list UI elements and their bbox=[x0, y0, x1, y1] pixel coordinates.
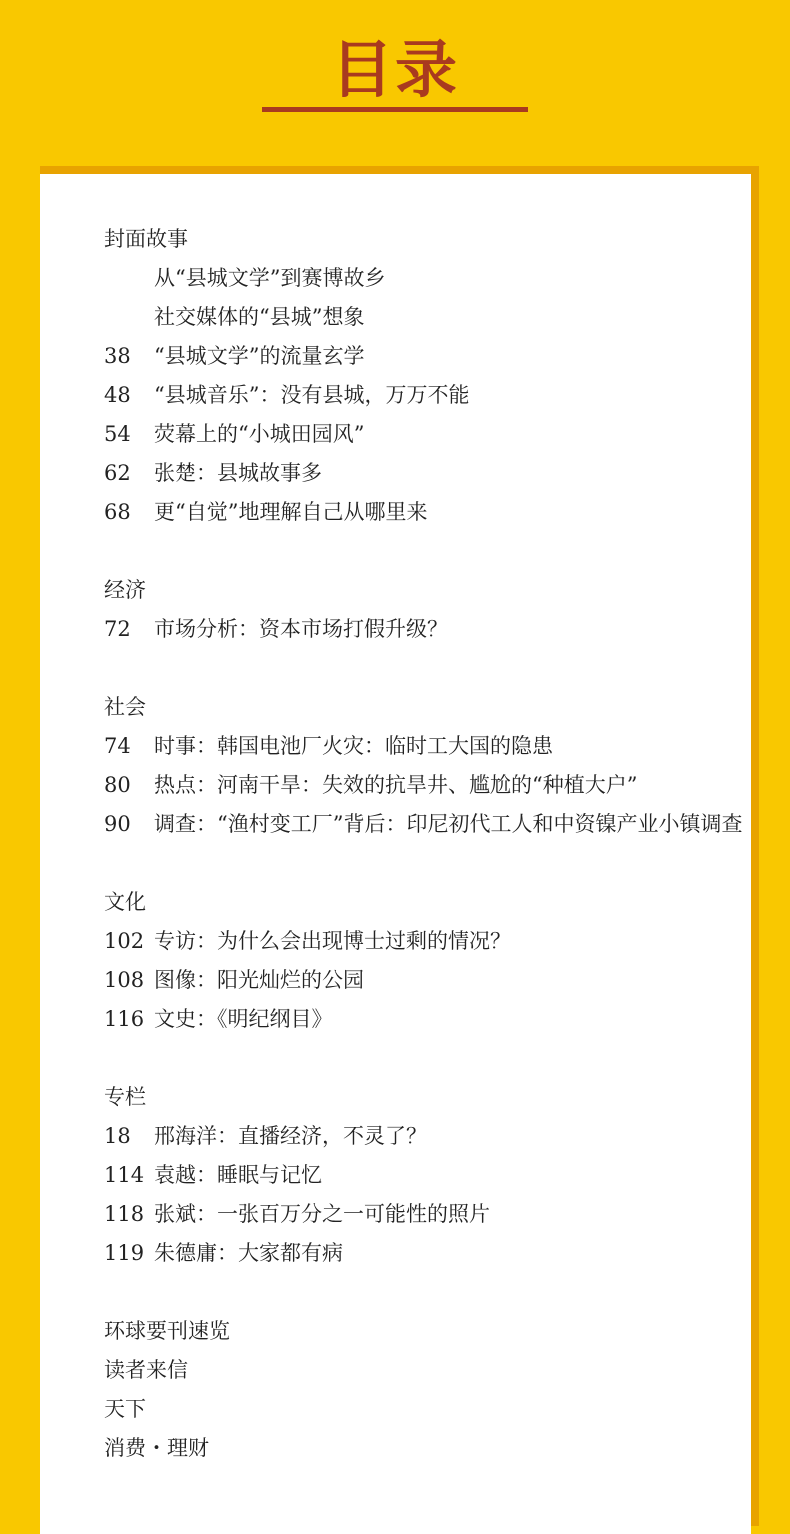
section-gap bbox=[104, 1273, 744, 1312]
toc-entry bbox=[104, 1234, 744, 1273]
page-number: 108 bbox=[104, 968, 145, 992]
entry-title: 热点：河南干旱：失效的抗旱井、尴尬的“种植大户” bbox=[154, 773, 638, 797]
section-gap bbox=[104, 649, 744, 688]
section-heading-culture: 文化 bbox=[104, 890, 146, 914]
page-number: 72 bbox=[104, 617, 131, 641]
section-gap bbox=[104, 1039, 744, 1078]
toc-entry bbox=[104, 961, 744, 1000]
page-number: 119 bbox=[104, 1241, 145, 1265]
section-gap bbox=[104, 532, 744, 571]
toc-entry bbox=[104, 376, 744, 415]
entry-title: 时事：韩国电池厂火灾：临时工大国的隐患 bbox=[154, 734, 553, 758]
page-number: 80 bbox=[104, 773, 131, 797]
toc-entry bbox=[104, 922, 744, 961]
page-title: 目录 bbox=[330, 33, 459, 106]
page-number: 62 bbox=[104, 461, 131, 485]
toc-entry bbox=[104, 454, 744, 493]
toc-entry bbox=[104, 766, 744, 805]
page-number: 38 bbox=[104, 344, 131, 368]
toc-entry bbox=[104, 415, 744, 454]
toc-entry bbox=[104, 493, 744, 532]
entry-title: “县城文学”的流量玄学 bbox=[154, 344, 365, 368]
entry-title: 袁越：睡眠与记忆 bbox=[154, 1163, 322, 1187]
entry-title: 市场分析：资本市场打假升级？ bbox=[154, 617, 448, 641]
toc-entry bbox=[104, 1195, 744, 1234]
page-number: 74 bbox=[104, 734, 131, 758]
page-number: 48 bbox=[104, 383, 131, 407]
toc-entry bbox=[104, 805, 744, 844]
page-number: 116 bbox=[104, 1007, 145, 1031]
page-number: 18 bbox=[104, 1124, 131, 1148]
toc-entry bbox=[104, 1117, 744, 1156]
section-heading-misc: 环球要刊速览 bbox=[104, 1319, 230, 1343]
section-heading-column: 专栏 bbox=[104, 1085, 146, 1109]
page-number: 68 bbox=[104, 500, 131, 524]
page-number: 90 bbox=[104, 812, 131, 836]
section-heading-misc: 天下 bbox=[104, 1397, 146, 1421]
toc-entry: 从“县城文学”到赛博故乡 bbox=[154, 266, 386, 290]
toc-entry bbox=[104, 1000, 744, 1039]
table-of-contents bbox=[104, 220, 744, 1468]
entry-title: 调查：“渔村变工厂”背后：印尼初代工人和中资镍产业小镇调查 bbox=[154, 812, 743, 836]
toc-entry bbox=[104, 1156, 744, 1195]
entry-title: 邢海洋：直播经济，不灵了？ bbox=[154, 1124, 427, 1148]
page-number: 118 bbox=[104, 1202, 145, 1226]
section-gap bbox=[104, 844, 744, 883]
section-heading-cover-story: 封面故事 bbox=[104, 227, 188, 251]
toc-entry bbox=[104, 337, 744, 376]
toc-entry bbox=[104, 610, 744, 649]
page-number: 54 bbox=[104, 422, 131, 446]
entry-title: 朱德庸：大家都有病 bbox=[154, 1241, 343, 1265]
entry-title: 张楚：县城故事多 bbox=[154, 461, 322, 485]
section-heading-society: 社会 bbox=[104, 695, 146, 719]
section-heading-economy: 经济 bbox=[104, 578, 146, 602]
section-heading-misc: 读者来信 bbox=[104, 1358, 188, 1382]
page-number: 102 bbox=[104, 929, 145, 953]
entry-title: 文史：《明纪纲目》 bbox=[154, 1007, 333, 1031]
entry-title: 张斌：一张百万分之一可能性的照片 bbox=[154, 1202, 490, 1226]
entry-title: “县城音乐”：没有县城，万万不能 bbox=[154, 383, 470, 407]
entry-title: 荧幕上的“小城田园风” bbox=[154, 422, 365, 446]
toc-entry: 社交媒体的“县城”想象 bbox=[154, 305, 365, 329]
toc-entry bbox=[104, 727, 744, 766]
entry-title: 更“自觉”地理解自己从哪里来 bbox=[154, 500, 428, 524]
entry-title: 图像：阳光灿烂的公园 bbox=[154, 968, 364, 992]
page-number: 114 bbox=[104, 1163, 145, 1187]
title-underline bbox=[262, 107, 528, 112]
section-heading-misc: 消费・理财 bbox=[104, 1436, 209, 1460]
entry-title: 专访：为什么会出现博士过剩的情况？ bbox=[154, 929, 511, 953]
